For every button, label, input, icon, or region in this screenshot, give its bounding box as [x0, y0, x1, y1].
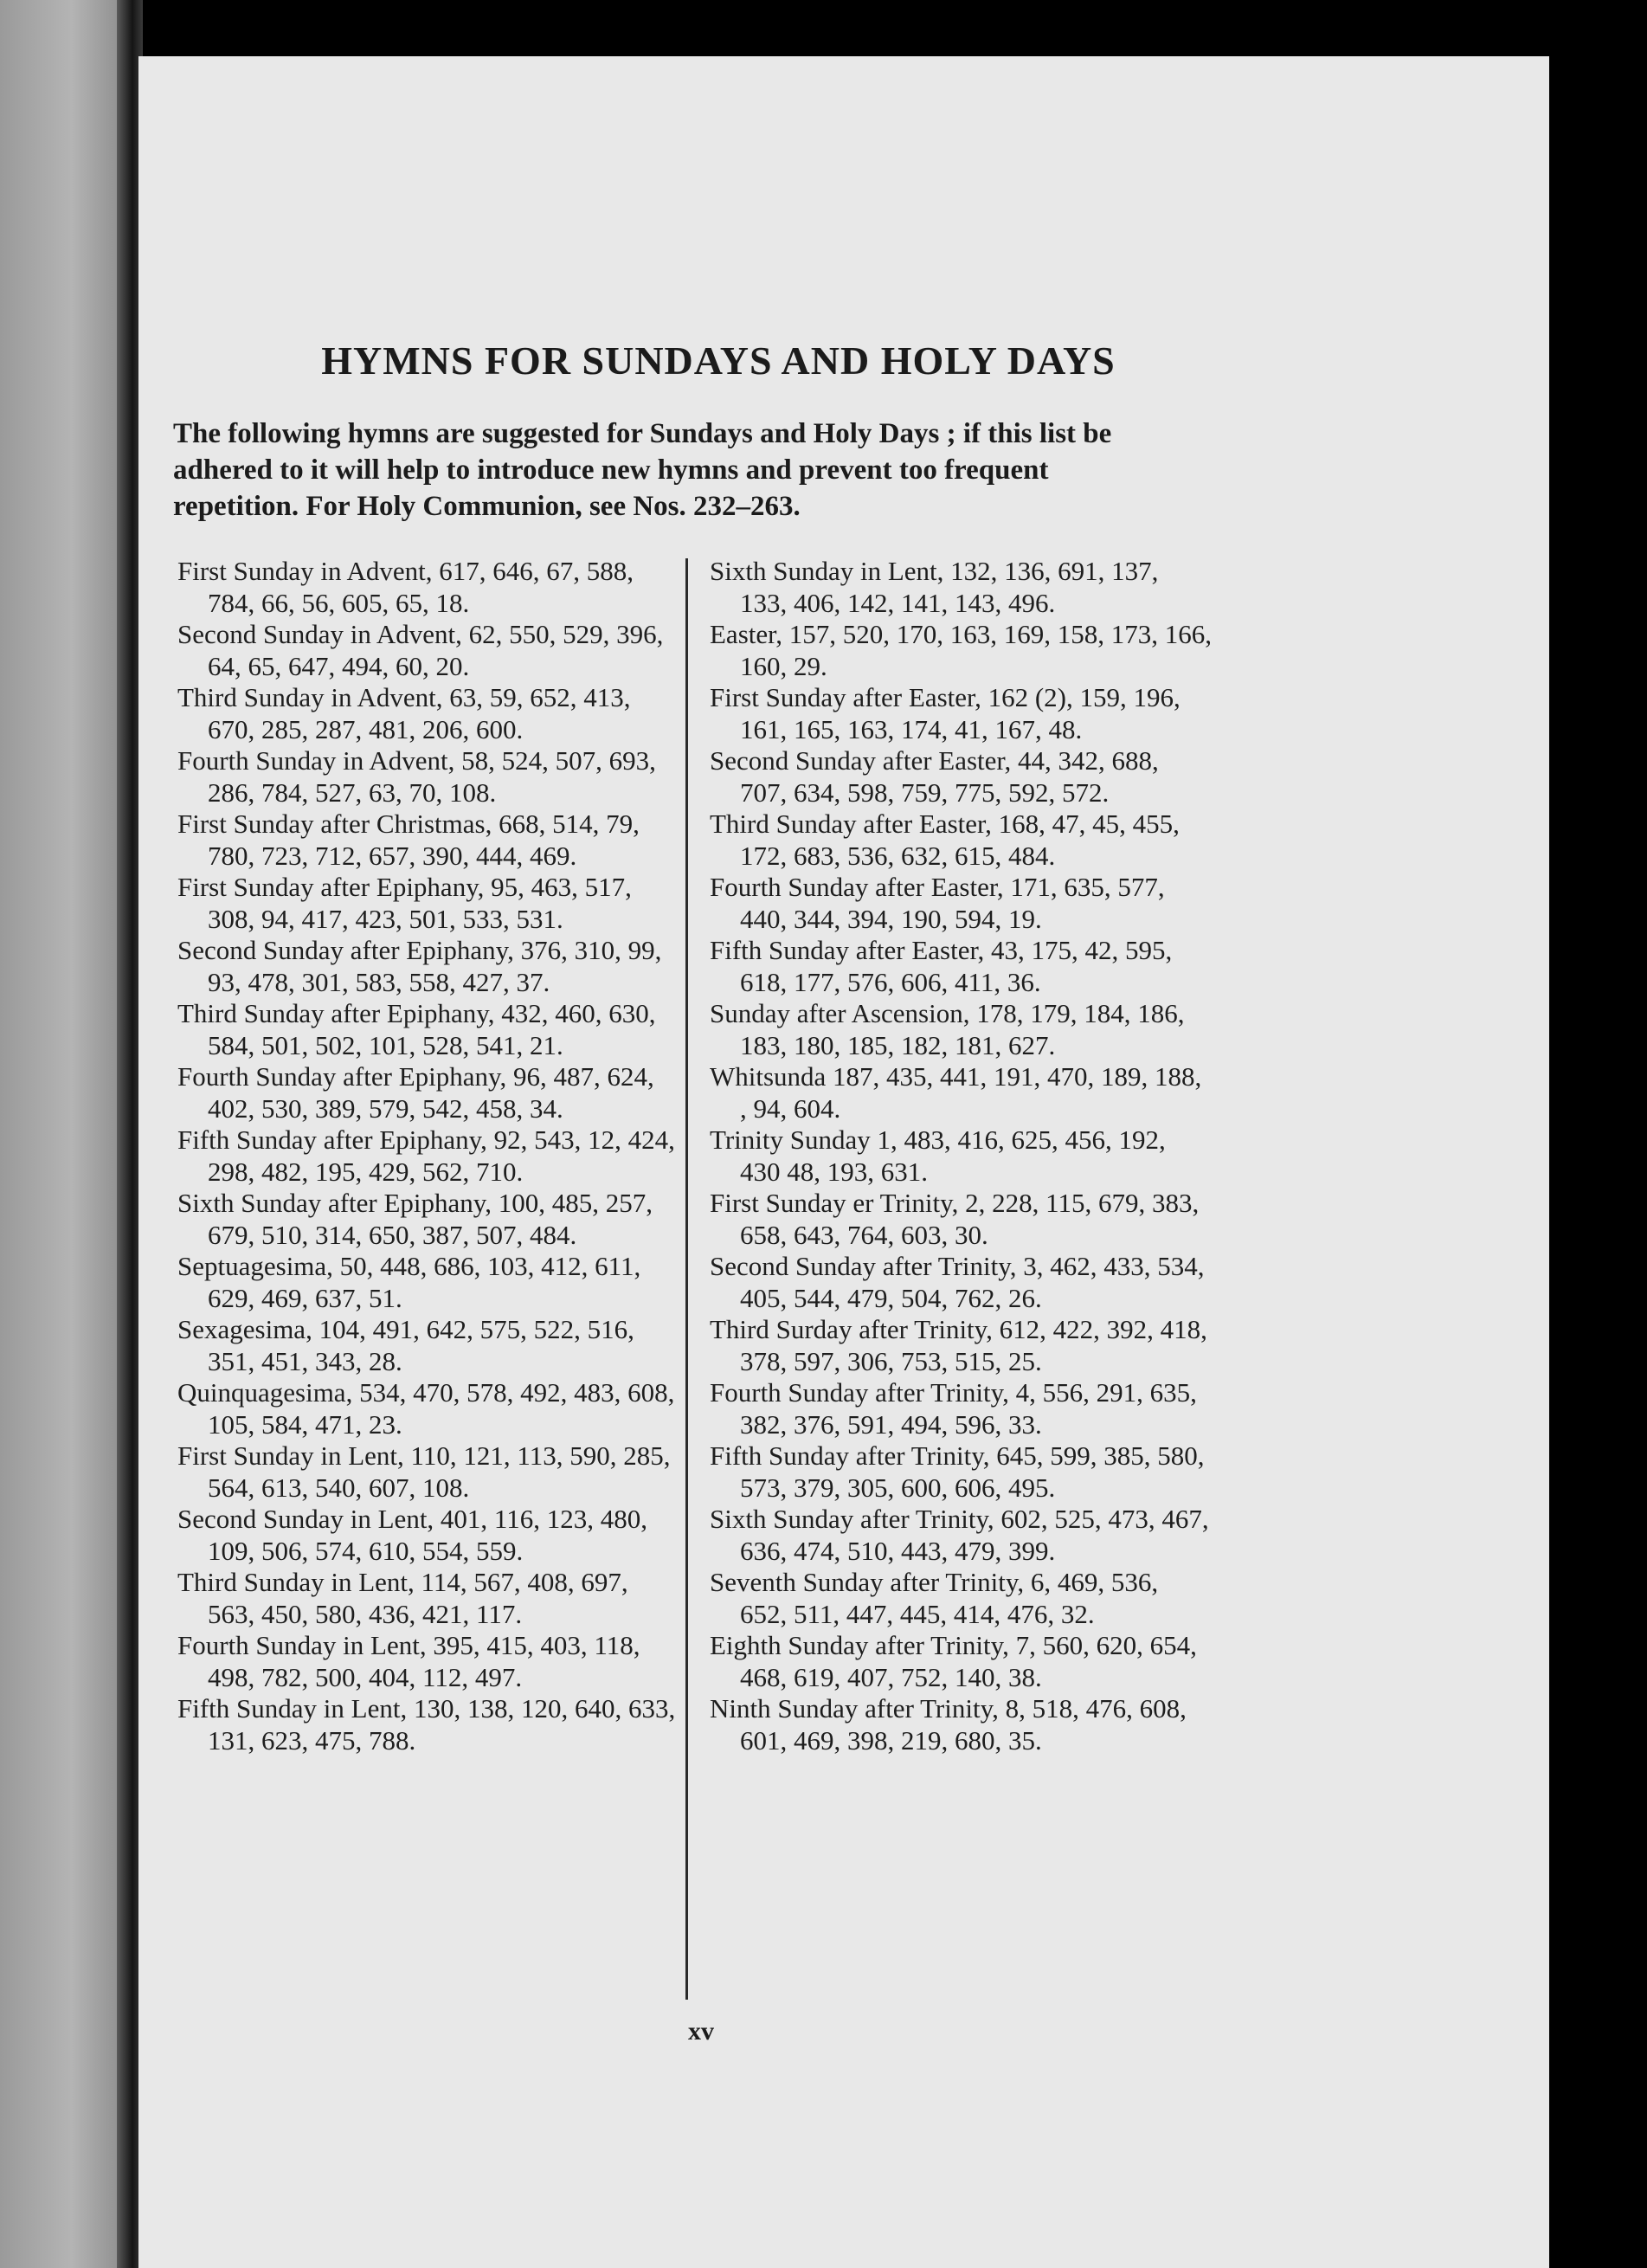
right-column — [710, 556, 1212, 1756]
hymn-entry: Third Sunday after Epiphany, 432, 460, 630, 584, 501, 502, 101, 528, 541, 21. — [177, 998, 656, 1060]
hymn-entry: Fourth Sunday after Epiphany, 96, 487, 624, 402, 530, 389, 579, 542, 458, 34. — [177, 1061, 654, 1124]
hymn-entry: Sixth Sunday after Epiphany, 100, 485, 257, 679, 510, 314, 650, 387, 507, 484. — [177, 1188, 653, 1250]
hymn-entry: Fifth Sunday after Epiphany, 92, 543, 12, 424, 298, 482, 195, 429, 562, 710. — [177, 1124, 675, 1187]
left-column — [177, 556, 679, 1756]
hymn-entry: Fifth Sunday after Trinity, 645, 599, 385, 580, 573, 379, 305, 600, 606, 495. — [710, 1440, 1205, 1503]
hymn-entry: Seventh Sunday after Trinity, 6, 469, 536, 652, 511, 447, 445, 414, 476, 32. — [710, 1567, 1159, 1629]
page-title: HYMNS FOR SUNDAYS AND HOLY DAYS — [321, 338, 1116, 383]
column-divider — [685, 558, 688, 2000]
hymn-entry: Fifth Sunday after Easter, 43, 175, 42, 595, 618, 177, 576, 606, 411, 36. — [710, 935, 1173, 997]
hymn-entry: Sixth Sunday in Lent, 132, 136, 691, 137, 133, 406, 142, 141, 143, 496. — [710, 556, 1159, 618]
hymn-entry: Second Sunday after Epiphany, 376, 310, 99, 93, 478, 301, 583, 558, 427, 37. — [177, 935, 662, 997]
hymn-entry: Eighth Sunday after Trinity, 7, 560, 620, 654, 468, 619, 407, 752, 140, 38. — [710, 1630, 1197, 1692]
hymn-entry: Third Sunday in Lent, 114, 567, 408, 697, 563, 450, 580, 436, 421, 117. — [177, 1567, 628, 1629]
hymn-entry: First Sunday in Advent, 617, 646, 67, 588, 784, 66, 56, 605, 65, 18. — [177, 556, 634, 618]
hymn-entry: First Sunday after Easter, 162 (2), 159, 196, 161, 165, 163, 174, 41, 167, 48. — [710, 682, 1181, 744]
intro-paragraph: The following hymns are suggested for Sundays and Holy Days ; if this list be adhered to it will help to introduce new hymns and prevent too frequent repetition. For Holy Communion, see Nos. 232–263. — [173, 418, 1112, 522]
hymn-entry: Fourth Sunday after Trinity, 4, 556, 291, 635, 382, 376, 591, 494, 596, 33. — [710, 1377, 1197, 1440]
hymn-entry: Ninth Sunday after Trinity, 8, 518, 476, 608, 601, 469, 398, 219, 680, 35. — [710, 1693, 1187, 1756]
hymn-entry: Sexagesima, 104, 491, 642, 575, 522, 516, 351, 451, 343, 28. — [177, 1314, 634, 1376]
hymn-entry: Easter, 157, 520, 170, 163, 169, 158, 173, 166, 160, 29. — [710, 619, 1212, 681]
hymn-entry: Fifth Sunday in Lent, 130, 138, 120, 640, 633, 131, 623, 475, 788. — [177, 1693, 676, 1756]
hymn-entry: Second Sunday in Lent, 401, 116, 123, 480, 109, 506, 574, 610, 554, 559. — [177, 1504, 648, 1566]
hymn-entry: First Sunday after Epiphany, 95, 463, 517, 308, 94, 417, 423, 501, 533, 531. — [177, 872, 632, 934]
hymn-entry: First Sunday in Lent, 110, 121, 113, 590, 285, 564, 613, 540, 607, 108. — [177, 1440, 671, 1503]
hymn-entry: Third Sunday in Advent, 63, 59, 652, 413, 670, 285, 287, 481, 206, 600. — [177, 682, 631, 744]
hymn-entry: Third Sunday after Easter, 168, 47, 45, 455, 172, 683, 536, 632, 615, 484. — [710, 809, 1180, 871]
hymn-entry: Fourth Sunday in Lent, 395, 415, 403, 118, 498, 782, 500, 404, 112, 497. — [177, 1630, 640, 1692]
hymn-entry: Fourth Sunday in Advent, 58, 524, 507, 693, 286, 784, 527, 63, 70, 108. — [177, 745, 656, 808]
hymn-entry: Sunday after Ascension, 178, 179, 184, 186, 183, 180, 185, 182, 181, 627. — [710, 998, 1185, 1060]
hymn-entry: First Sunday after Christmas, 668, 514, 79, 780, 723, 712, 657, 390, 444, 469. — [177, 809, 640, 871]
hymn-entry: Trinity Sunday 1, 483, 416, 625, 456, 192, 430 48, 193, 631. — [710, 1124, 1166, 1187]
hymn-entry: Third Surday after Trinity, 612, 422, 392, 418, 378, 597, 306, 753, 515, 25. — [710, 1314, 1207, 1376]
hymn-entry: Second Sunday after Trinity, 3, 462, 433, 534, 405, 544, 479, 504, 762, 26. — [710, 1251, 1205, 1313]
hymn-entry: Second Sunday in Advent, 62, 550, 529, 396, 64, 65, 647, 494, 60, 20. — [177, 619, 664, 681]
hymn-entry: Second Sunday after Easter, 44, 342, 688, 707, 634, 598, 759, 775, 592, 572. — [710, 745, 1159, 808]
hymn-entry: Septuagesima, 50, 448, 686, 103, 412, 611, 629, 469, 637, 51. — [177, 1251, 641, 1313]
hymn-entry: Sixth Sunday after Trinity, 602, 525, 473, 467, 636, 474, 510, 443, 479, 399. — [710, 1504, 1209, 1566]
page-number: xv — [688, 2017, 714, 2046]
hymn-entry: Fourth Sunday after Easter, 171, 635, 577, 440, 344, 394, 190, 594, 19. — [710, 872, 1165, 934]
hymn-entry: First Sunday er Trinity, 2, 228, 115, 679, 383, 658, 643, 764, 603, 30. — [710, 1188, 1200, 1250]
hymn-entry: Quinquagesima, 534, 470, 578, 492, 483, 608, 105, 584, 471, 23. — [177, 1377, 675, 1440]
facing-page — [0, 0, 130, 2268]
hymn-entry: Whitsunda 187, 435, 441, 191, 470, 189, 188, , 94, 604. — [710, 1061, 1202, 1124]
